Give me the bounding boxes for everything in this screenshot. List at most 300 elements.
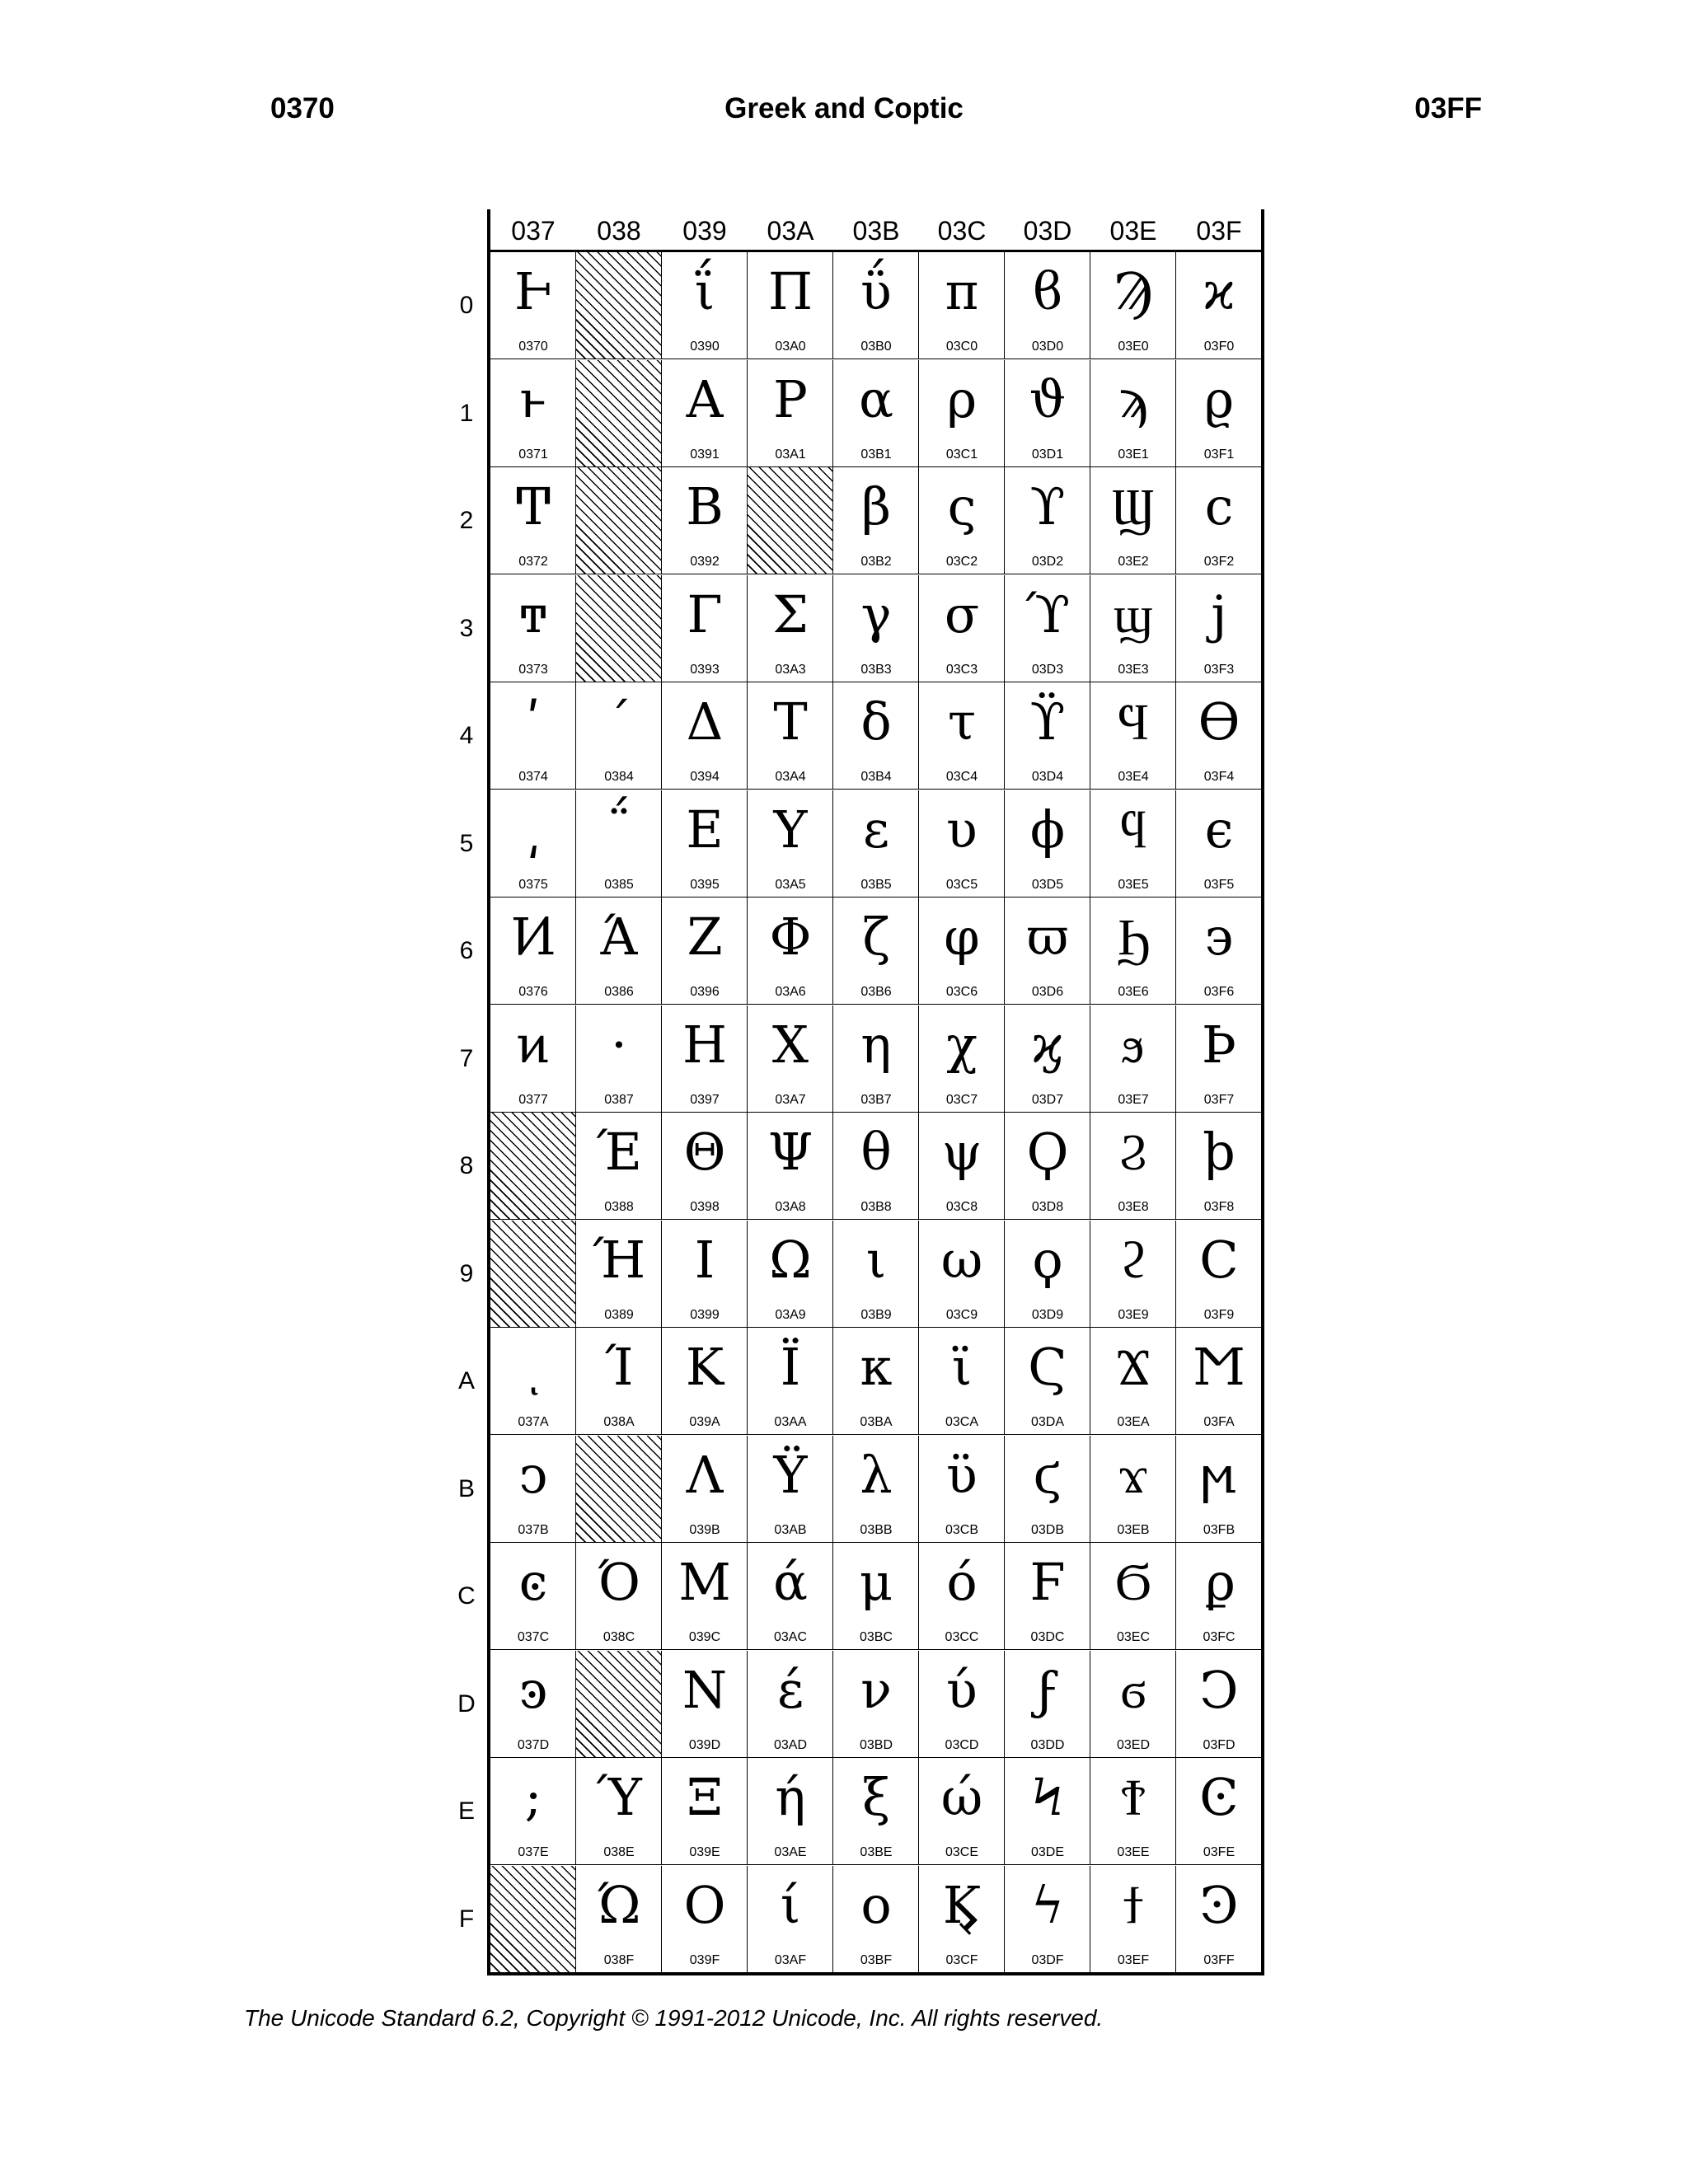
character-glyph: ʹ: [526, 691, 541, 752]
code-cell: [748, 1651, 833, 1758]
character-glyph: ϥ: [1119, 799, 1147, 860]
code-point-label: 037D: [517, 1737, 550, 1752]
code-point-label: 03CF: [945, 1952, 978, 1967]
character-glyph: ΄: [606, 691, 632, 752]
character-glyph: Β: [686, 476, 724, 537]
code-point-label: 03F8: [1203, 1200, 1235, 1214]
code-point-label: 0373: [518, 662, 548, 677]
character-glyph: ζ: [862, 907, 890, 967]
column-header: 03D: [1023, 216, 1072, 246]
code-cell: [919, 1436, 1005, 1543]
code-cell: [662, 1651, 748, 1758]
row-label: 5: [459, 829, 474, 857]
character-glyph: ϗ: [1031, 1014, 1064, 1075]
code-point-label: 03EA: [1117, 1415, 1150, 1429]
character-glyph: ν: [860, 1659, 892, 1720]
code-point-label: 03F9: [1203, 1307, 1235, 1322]
code-cell: [1090, 1328, 1176, 1435]
code-point-label: 03CE: [945, 1845, 979, 1859]
code-cell: [576, 1113, 662, 1220]
character-glyph: Ϩ: [1119, 1122, 1147, 1182]
code-cell: [1005, 898, 1090, 1005]
code-cell: [1090, 1651, 1176, 1758]
code-point-label: 03EB: [1117, 1522, 1150, 1537]
code-cell: [833, 252, 919, 359]
character-glyph: ω: [940, 1229, 983, 1290]
code-cell: [748, 1543, 833, 1650]
code-cell: [919, 467, 1005, 574]
code-cell: [1005, 1758, 1090, 1865]
code-cell: [1176, 1866, 1262, 1973]
character-glyph: ϝ: [1035, 1659, 1060, 1720]
code-point-label: 03DF: [1031, 1952, 1064, 1967]
character-glyph: χ: [946, 1014, 978, 1075]
character-glyph: Ͷ: [510, 907, 556, 967]
code-point-label: 03B7: [860, 1092, 892, 1107]
character-glyph: Α: [686, 368, 724, 429]
code-cell: [833, 1543, 919, 1650]
character-glyph: ϖ: [1026, 907, 1069, 967]
code-cell: [748, 1758, 833, 1865]
code-point-label: 0375: [518, 877, 548, 892]
code-cell: [1176, 1221, 1262, 1328]
code-cell: [576, 898, 662, 1005]
character-glyph: ρ: [946, 368, 978, 429]
code-cell: [662, 467, 748, 574]
code-point-label: 03D5: [1031, 877, 1064, 892]
character-glyph: Ϊ: [780, 1337, 801, 1397]
code-point-label: 03B4: [860, 770, 892, 784]
character-glyph: ϩ: [1119, 1229, 1147, 1290]
code-cell: [490, 467, 576, 574]
character-glyph: Ͽ: [1199, 1874, 1239, 1935]
code-cell: [662, 790, 748, 898]
character-glyph: π: [945, 261, 979, 321]
code-point-label: 03F2: [1203, 555, 1235, 569]
character-glyph: Ͻ: [1199, 1659, 1239, 1720]
code-cell: [1176, 1328, 1262, 1435]
code-point-label: 03D8: [1031, 1200, 1064, 1214]
character-glyph: φ: [944, 907, 980, 967]
code-cell: [833, 1113, 919, 1220]
code-point-label: 03A4: [775, 770, 806, 784]
character-glyph: γ: [860, 583, 892, 644]
character-glyph: ϋ: [946, 1444, 978, 1505]
code-cell: [1090, 898, 1176, 1005]
character-glyph: Ψ: [767, 1122, 814, 1182]
row-label: E: [457, 1797, 475, 1825]
character-glyph: ό: [946, 1552, 978, 1612]
reserved-cell: [490, 1221, 576, 1328]
code-point-label: 0397: [690, 1092, 720, 1107]
code-cell: [833, 682, 919, 790]
character-glyph: Ν: [682, 1659, 728, 1720]
character-glyph: Ϧ: [1116, 907, 1151, 967]
code-point-label: 0390: [690, 340, 720, 354]
code-cell: [1005, 1436, 1090, 1543]
character-glyph: ϵ: [1204, 799, 1234, 860]
code-point-label: 03C8: [945, 1200, 978, 1214]
code-point-label: 03A8: [775, 1200, 806, 1214]
code-point-label: 03AC: [773, 1630, 808, 1644]
code-point-label: 03FE: [1203, 1845, 1236, 1859]
code-point-label: 039B: [689, 1522, 720, 1537]
code-point-label: 03AB: [774, 1522, 807, 1537]
row-label: A: [457, 1367, 475, 1394]
column-header: 03A: [767, 216, 814, 246]
code-point-label: 03E0: [1118, 340, 1149, 354]
range-start-label: 0370: [270, 92, 335, 124]
column-header: 03C: [937, 216, 987, 246]
code-cell: [576, 1866, 662, 1973]
code-point-label: 03DE: [1030, 1845, 1065, 1859]
code-point-label: 0385: [604, 877, 634, 892]
character-glyph: ϲ: [1204, 476, 1234, 537]
code-point-label: 03E2: [1118, 555, 1149, 569]
code-point-label: 03D1: [1031, 447, 1064, 462]
code-cell: [833, 1866, 919, 1973]
character-glyph: Ω: [769, 1229, 812, 1290]
code-point-label: 037B: [518, 1522, 549, 1537]
code-cell: [833, 790, 919, 898]
code-point-label: 03D4: [1031, 770, 1064, 784]
character-glyph: Ϸ: [1202, 1014, 1236, 1075]
character-glyph: ϊ: [951, 1337, 973, 1397]
code-point-label: 03A0: [775, 340, 806, 354]
chart-bottom-border: [487, 1972, 1264, 1975]
reserved-cell: [576, 1436, 662, 1543]
character-glyph: α: [859, 368, 893, 429]
code-cell: [1090, 1005, 1176, 1113]
row-label: 0: [459, 292, 474, 319]
character-glyph: μ: [859, 1552, 893, 1612]
character-glyph: Κ: [685, 1337, 724, 1397]
character-glyph: Ͱ: [514, 261, 552, 321]
character-glyph: Ύ: [596, 1767, 642, 1827]
code-point-label: 0388: [604, 1200, 634, 1214]
code-cell: [1005, 1543, 1090, 1650]
character-glyph: ϟ: [1030, 1874, 1065, 1935]
code-point-label: 0387: [604, 1092, 634, 1107]
character-glyph: Μ: [678, 1552, 731, 1612]
character-glyph: Ε: [686, 799, 724, 860]
character-glyph: Ϟ: [1032, 1767, 1063, 1827]
row-label: 8: [459, 1152, 474, 1179]
code-point-label: 039A: [689, 1415, 720, 1429]
code-cell: [490, 790, 576, 898]
code-point-label: 0391: [690, 447, 720, 462]
code-cell: [662, 360, 748, 467]
code-cell: [919, 790, 1005, 898]
character-glyph: ϧ: [1122, 1014, 1145, 1075]
code-point-label: 03C3: [945, 662, 978, 677]
character-glyph: Ό: [598, 1552, 640, 1612]
column-header: 03F: [1196, 216, 1242, 246]
code-point-label: 03C5: [945, 877, 978, 892]
code-point-label: 03B9: [860, 1307, 892, 1322]
chart-right-border: [1261, 209, 1264, 1975]
code-point-label: 0395: [690, 877, 720, 892]
code-cell: [490, 1436, 576, 1543]
character-glyph: ϓ: [1025, 583, 1071, 644]
character-glyph: ͻ: [518, 1444, 548, 1505]
character-glyph: Ϻ: [1193, 1337, 1245, 1397]
code-cell: [490, 360, 576, 467]
code-cell: [662, 1113, 748, 1220]
character-glyph: Ο: [683, 1874, 726, 1935]
code-point-label: 03F3: [1203, 662, 1235, 677]
code-cell: [1090, 790, 1176, 898]
character-glyph: Ώ: [597, 1874, 641, 1935]
code-point-label: 03F4: [1203, 770, 1235, 784]
code-point-label: 03BD: [859, 1737, 893, 1752]
character-glyph: ο: [860, 1874, 892, 1935]
code-cell: [1090, 575, 1176, 682]
code-cell: [1090, 1113, 1176, 1220]
code-point-label: 03EE: [1117, 1845, 1150, 1859]
code-cell: [576, 1543, 662, 1650]
code-cell: [748, 1328, 833, 1435]
character-glyph: ϣ: [1113, 583, 1154, 644]
code-cell: [1005, 1651, 1090, 1758]
code-point-label: 039E: [689, 1845, 720, 1859]
character-glyph: υ: [946, 799, 978, 860]
code-point-label: 03B8: [860, 1200, 892, 1214]
header-underline: [487, 250, 1264, 252]
code-cell: [919, 1651, 1005, 1758]
character-glyph: Ϝ: [1029, 1552, 1066, 1612]
character-glyph: Ͳ: [516, 476, 551, 537]
reserved-cell: [576, 360, 662, 467]
code-point-label: 039C: [688, 1630, 721, 1644]
code-cell: [662, 575, 748, 682]
code-cell: [1176, 1758, 1262, 1865]
code-cell: [919, 1543, 1005, 1650]
code-cell: [1090, 682, 1176, 790]
character-glyph: κ: [860, 1337, 893, 1397]
code-cell: [1005, 360, 1090, 467]
code-cell: [1005, 1221, 1090, 1328]
character-glyph: Σ: [772, 583, 809, 644]
code-point-label: 03E1: [1118, 447, 1149, 462]
code-point-label: 03A3: [775, 662, 806, 677]
code-point-label: 03CA: [945, 1415, 979, 1429]
code-point-label: 0384: [604, 770, 634, 784]
code-cell: [748, 790, 833, 898]
code-cell: [1005, 1866, 1090, 1973]
code-point-label: 03C1: [945, 447, 978, 462]
code-point-label: 038F: [603, 1952, 635, 1967]
code-point-label: 037E: [518, 1845, 549, 1859]
code-cell: [919, 1758, 1005, 1865]
code-cell: [919, 1005, 1005, 1113]
code-cell: [1176, 575, 1262, 682]
code-point-label: 03DC: [1030, 1630, 1065, 1644]
character-glyph: Ͼ: [1199, 1767, 1239, 1827]
character-glyph: Φ: [769, 907, 812, 967]
code-cell: [490, 1005, 576, 1113]
character-glyph: ϰ: [1203, 261, 1236, 321]
code-point-label: 03BA: [860, 1415, 893, 1429]
character-glyph: ͷ: [516, 1014, 551, 1075]
code-point-label: 0374: [518, 770, 548, 784]
code-cell: [919, 1328, 1005, 1435]
row-label: 4: [459, 722, 474, 749]
code-cell: [748, 1113, 833, 1220]
character-glyph: ϱ: [1203, 368, 1235, 429]
character-glyph: ϔ: [1029, 691, 1066, 752]
code-cell: [1090, 1866, 1176, 1973]
character-glyph: ϙ: [1032, 1229, 1063, 1290]
code-cell: [833, 898, 919, 1005]
character-glyph: ψ: [941, 1122, 982, 1182]
character-glyph: ϶: [1204, 907, 1234, 967]
code-point-label: 03DD: [1030, 1737, 1065, 1752]
character-glyph: ξ: [861, 1767, 891, 1827]
code-point-label: 03DB: [1030, 1522, 1065, 1537]
code-cell: [576, 682, 662, 790]
character-glyph: ͺ: [520, 1337, 546, 1397]
code-cell: [748, 575, 833, 682]
character-glyph: ϫ: [1118, 1444, 1149, 1505]
code-cell: [576, 1221, 662, 1328]
code-cell: [1090, 1221, 1176, 1328]
character-glyph: ͼ: [518, 1552, 548, 1612]
character-glyph: ;: [524, 1767, 542, 1827]
character-glyph: Π: [767, 261, 814, 321]
code-point-label: 03FD: [1203, 1737, 1236, 1752]
code-cell: [1090, 1543, 1176, 1650]
row-label: 7: [459, 1044, 474, 1072]
code-cell: [748, 1005, 833, 1113]
code-cell: [490, 1328, 576, 1435]
row-label: C: [457, 1582, 476, 1610]
character-glyph: ΰ: [860, 261, 892, 321]
character-glyph: Ρ: [773, 368, 808, 429]
code-cell: [919, 1866, 1005, 1973]
code-cell: [919, 575, 1005, 682]
character-glyph: Ϯ: [1121, 1767, 1146, 1827]
code-point-label: 03DA: [1030, 1415, 1065, 1429]
code-point-label: 03FB: [1203, 1522, 1236, 1537]
code-point-label: 0389: [604, 1307, 634, 1322]
character-glyph: ͳ: [518, 583, 548, 644]
code-point-label: 03BE: [860, 1845, 893, 1859]
column-header: 03B: [852, 216, 900, 246]
code-cell: [1176, 1113, 1262, 1220]
code-point-label: 03A1: [775, 447, 806, 462]
code-cell: [1005, 575, 1090, 682]
code-cell: [576, 1328, 662, 1435]
code-point-label: 03D0: [1031, 340, 1064, 354]
code-cell: [662, 1436, 748, 1543]
code-cell: [1090, 252, 1176, 359]
code-cell: [1005, 1113, 1090, 1220]
code-cell: [490, 1651, 576, 1758]
code-point-label: 03E4: [1118, 770, 1149, 784]
code-point-label: 0396: [690, 985, 720, 999]
code-point-label: 03BF: [860, 1952, 893, 1967]
character-glyph: η: [860, 1014, 892, 1075]
reserved-cell: [748, 467, 833, 574]
column-header: 038: [597, 216, 641, 246]
character-glyph: Έ: [596, 1122, 642, 1182]
code-cell: [1176, 1651, 1262, 1758]
code-point-label: 0371: [518, 447, 548, 462]
character-glyph: λ: [860, 1444, 893, 1505]
character-glyph: ε: [862, 799, 890, 860]
code-cell: [1176, 1436, 1262, 1543]
code-point-label: 03F5: [1203, 877, 1235, 892]
character-glyph: β: [861, 476, 891, 537]
character-glyph: Ϋ: [773, 1444, 808, 1505]
character-glyph: ϒ: [1029, 476, 1066, 537]
character-glyph: έ: [776, 1659, 804, 1720]
reserved-cell: [576, 467, 662, 574]
code-cell: [919, 682, 1005, 790]
character-glyph: Ζ: [687, 907, 723, 967]
code-cell: [1176, 467, 1262, 574]
character-glyph: Ϛ: [1028, 1337, 1067, 1397]
code-cell: [662, 898, 748, 1005]
code-point-label: 037A: [518, 1415, 549, 1429]
character-glyph: ϼ: [1203, 1552, 1235, 1612]
character-glyph: ϕ: [1029, 799, 1066, 860]
code-point-label: 03E3: [1118, 662, 1149, 677]
code-point-label: 03A9: [775, 1307, 806, 1322]
code-point-label: 03D3: [1031, 662, 1064, 677]
code-cell: [1176, 790, 1262, 898]
code-point-label: 03A7: [775, 1092, 806, 1107]
character-glyph: Τ: [773, 691, 808, 752]
character-glyph: Ϡ: [1113, 261, 1154, 321]
character-glyph: Ϙ: [1026, 1122, 1069, 1182]
code-cell: [1176, 682, 1262, 790]
code-point-label: 03C2: [945, 555, 978, 569]
character-glyph: ϴ: [1198, 691, 1240, 752]
row-label: D: [457, 1690, 476, 1718]
character-glyph: ά: [773, 1552, 808, 1612]
code-cell: [1005, 682, 1090, 790]
character-glyph: Ι: [694, 1229, 715, 1290]
code-point-label: 03CC: [945, 1630, 979, 1644]
character-glyph: Ϣ: [1112, 476, 1155, 537]
character-glyph: ϻ: [1201, 1444, 1237, 1505]
code-point-label: 03E5: [1118, 877, 1149, 892]
code-point-label: 0398: [690, 1200, 720, 1214]
code-cell: [1005, 1328, 1090, 1435]
code-point-label: 03B0: [860, 340, 892, 354]
code-point-label: 0370: [518, 340, 548, 354]
character-glyph: ·: [611, 1014, 627, 1075]
character-glyph: Ϫ: [1116, 1337, 1151, 1397]
code-point-label: 03D2: [1031, 555, 1064, 569]
code-cell: [1005, 1005, 1090, 1113]
character-glyph: ϭ: [1120, 1659, 1146, 1720]
reserved-cell: [490, 1113, 576, 1220]
code-point-label: 03F6: [1203, 985, 1235, 999]
code-point-label: 03BC: [859, 1630, 893, 1644]
character-glyph: τ: [947, 691, 977, 752]
code-cell: [662, 1543, 748, 1650]
character-glyph: Ά: [600, 907, 638, 967]
code-point-label: 037C: [517, 1630, 550, 1644]
code-cell: [662, 1328, 748, 1435]
code-point-label: 03CB: [945, 1522, 979, 1537]
code-point-label: 0394: [690, 770, 720, 784]
code-point-label: 03A6: [775, 985, 806, 999]
code-cell: [662, 1005, 748, 1113]
